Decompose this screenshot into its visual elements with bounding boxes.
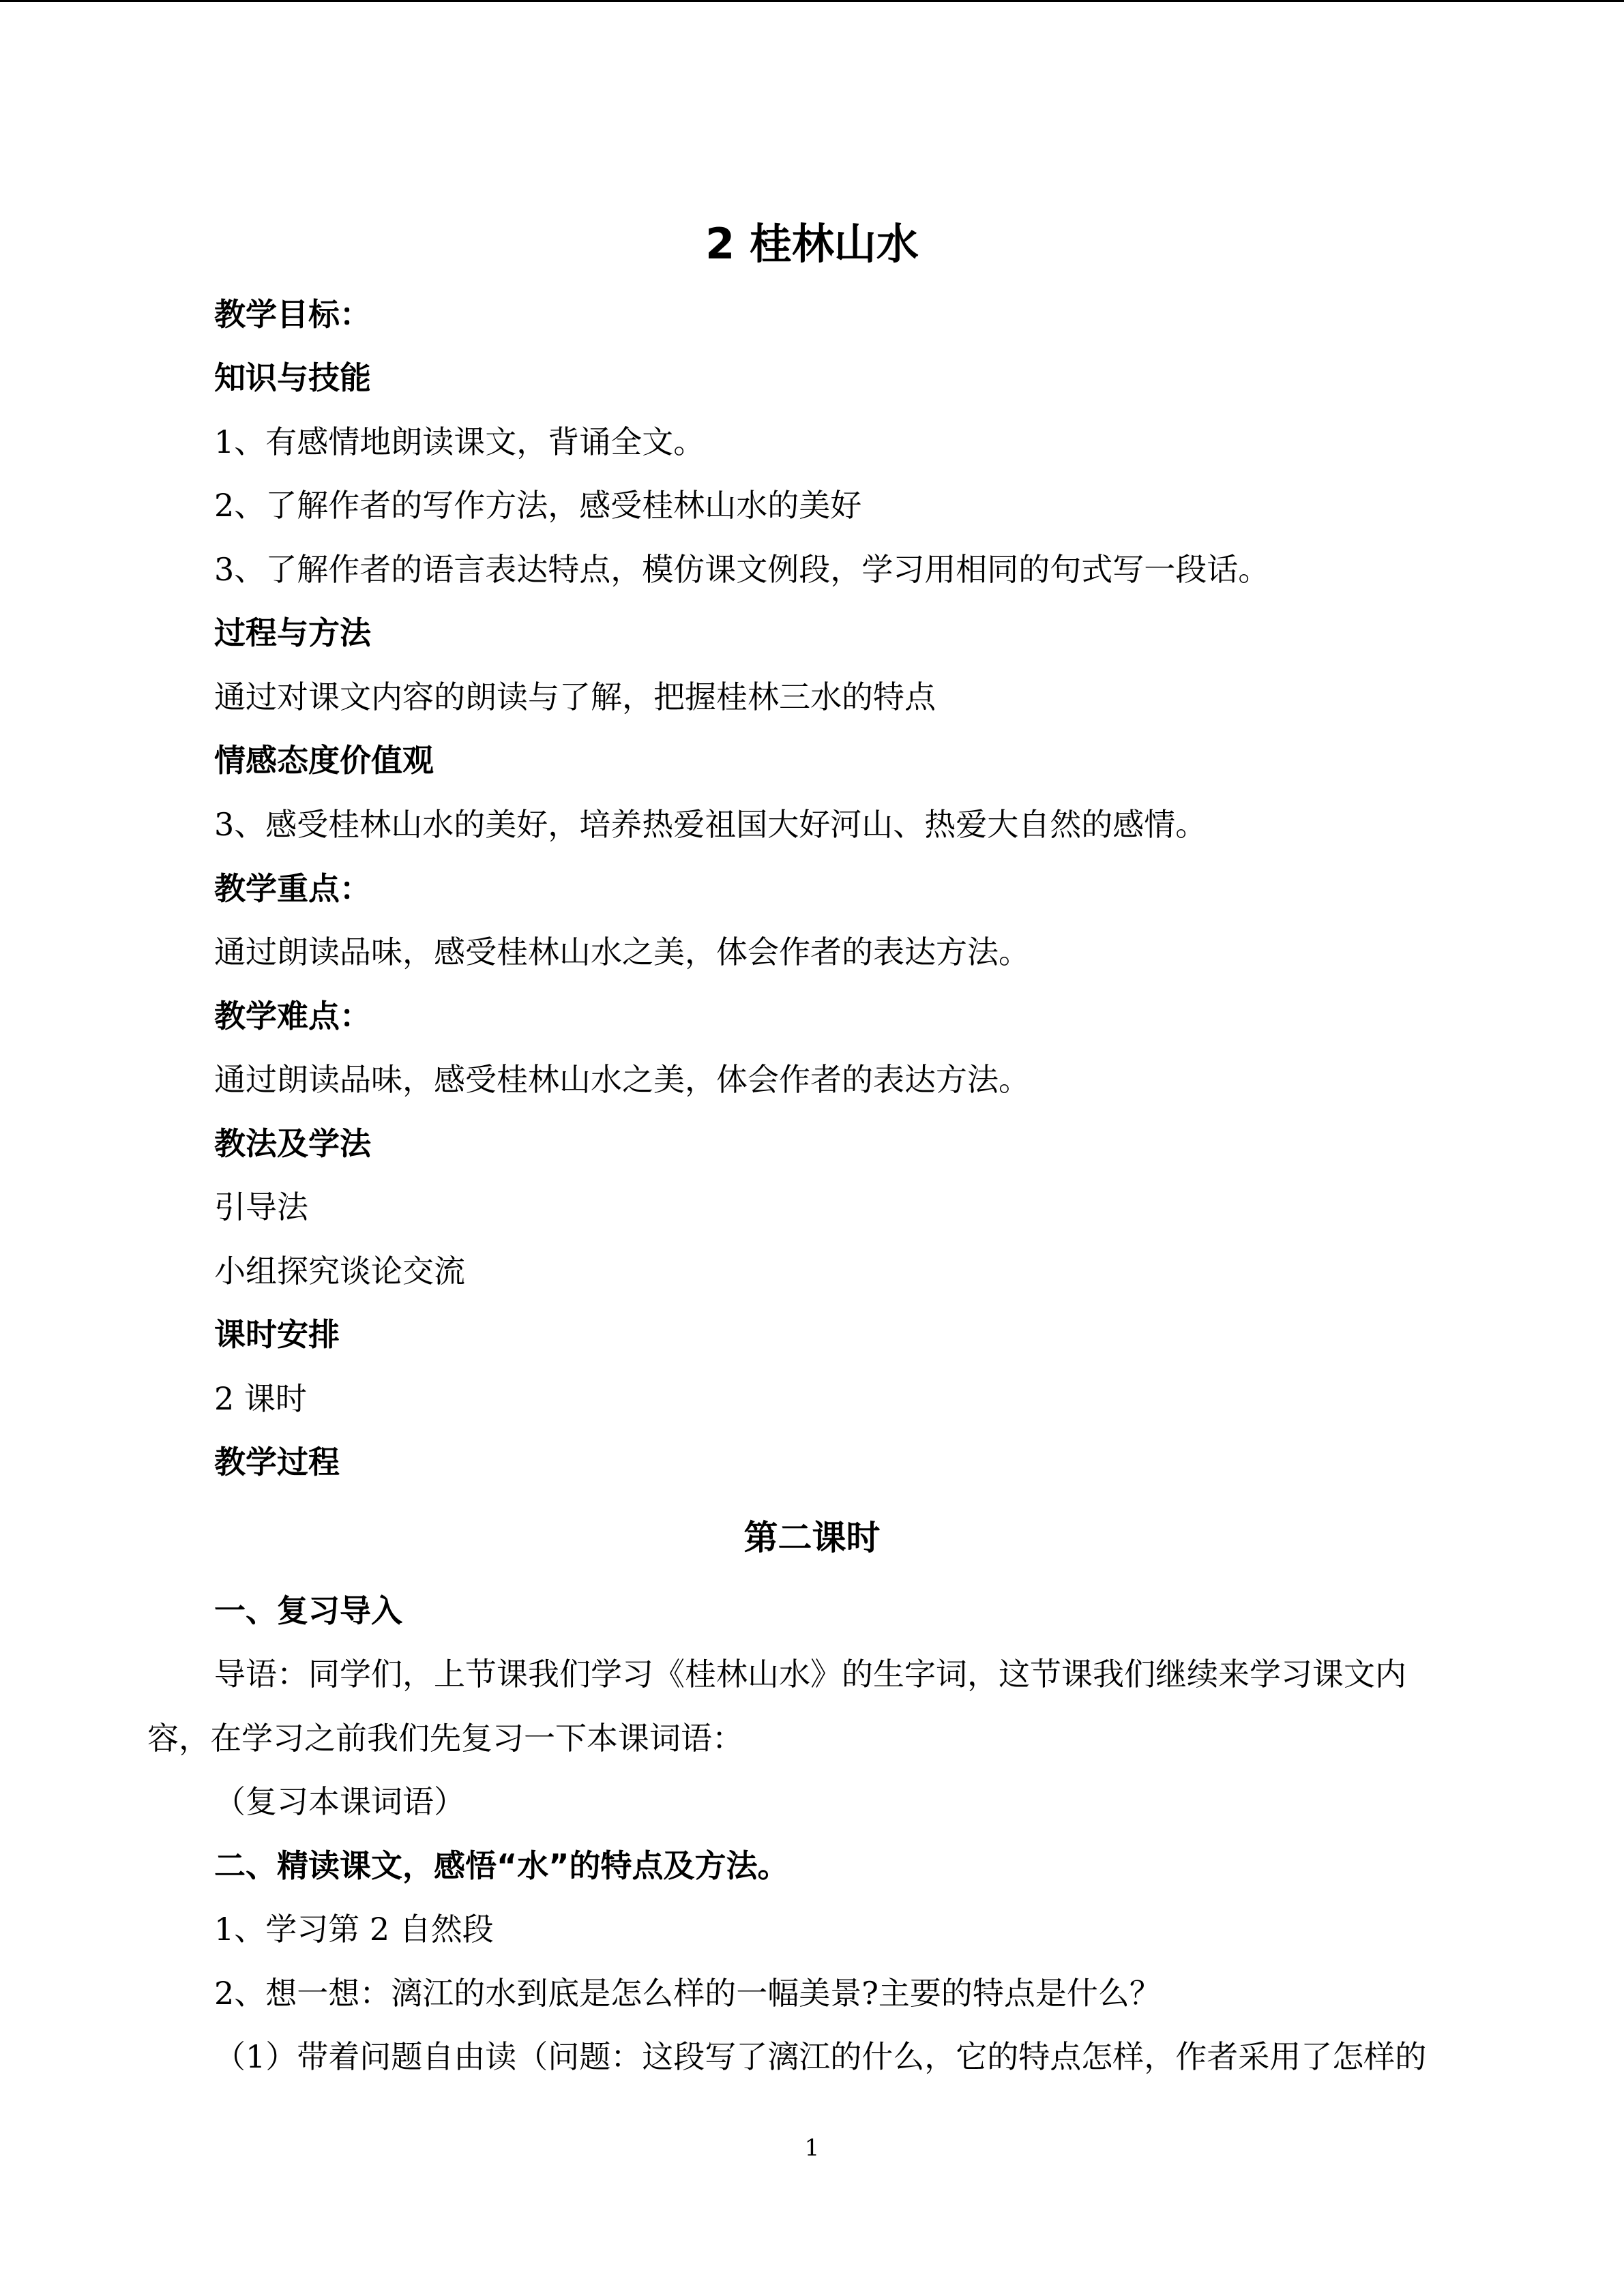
teaching-process-heading: 教学过程 bbox=[214, 1444, 340, 1480]
review-note: （复习本课词语） bbox=[214, 1783, 465, 1820]
knowledge-skills-heading: 知识与技能 bbox=[214, 359, 371, 396]
step-item: 1、学习第 2 自然段 bbox=[214, 1911, 494, 1948]
emotion-values-text: 3、感受桂林山水的美好，培养热爱祖国大好河山、热爱大自然的感情。 bbox=[214, 806, 1207, 843]
emotion-values-heading: 情感态度价值观 bbox=[214, 742, 434, 779]
page-number: 1 bbox=[804, 2134, 820, 2162]
methods-heading: 教法及学法 bbox=[214, 1125, 371, 1162]
method-item: 小组探究谈论交流 bbox=[214, 1253, 465, 1289]
section-reading-heading: 二、精读课文，感悟“水”的特点及方法。 bbox=[214, 1847, 789, 1884]
top-border bbox=[0, 0, 1624, 2]
difficulties-heading: 教学难点： bbox=[214, 998, 371, 1034]
step-subitem: （1）带着问题自由读（问题：这段写了漓江的什么，它的特点怎样，作者采用了怎样的 bbox=[214, 2038, 1427, 2075]
schedule-text: 2 课时 bbox=[214, 1380, 307, 1417]
lesson-heading: 第二课时 bbox=[743, 1518, 881, 1557]
process-methods-heading: 过程与方法 bbox=[214, 614, 371, 651]
key-points-text: 通过朗读品味，感受桂林山水之美，体会作者的表达方法。 bbox=[214, 934, 1030, 970]
step-item: 2、想一想：漓江的水到底是怎么样的一幅美景?主要的特点是什么？ bbox=[214, 1975, 1161, 2012]
knowledge-item: 2、了解作者的写作方法，感受桂林山水的美好 bbox=[214, 487, 862, 524]
document-title: 2 桂林山水 bbox=[705, 219, 919, 269]
knowledge-item: 3、了解作者的语言表达特点，模仿课文例段，学习用相同的句式写一段话。 bbox=[214, 551, 1270, 588]
method-item: 引导法 bbox=[214, 1189, 308, 1225]
intro-paragraph-line: 导语：同学们，上节课我们学习《桂林山水》的生字词，这节课我们继续来学习课文内 bbox=[214, 1656, 1406, 1693]
key-points-heading: 教学重点： bbox=[214, 870, 371, 907]
knowledge-item: 1、有感情地朗读课文，背诵全文。 bbox=[214, 423, 705, 460]
section-review-heading: 一、复习导入 bbox=[214, 1592, 402, 1629]
difficulties-text: 通过朗读品味，感受桂林山水之美，体会作者的表达方法。 bbox=[214, 1061, 1030, 1098]
teaching-goals-heading: 教学目标： bbox=[214, 296, 371, 333]
schedule-heading: 课时安排 bbox=[214, 1316, 340, 1353]
process-methods-text: 通过对课文内容的朗读与了解，把握桂林三水的特点 bbox=[214, 679, 936, 715]
intro-paragraph-line: 容，在学习之前我们先复习一下本课词语： bbox=[147, 1720, 743, 1757]
